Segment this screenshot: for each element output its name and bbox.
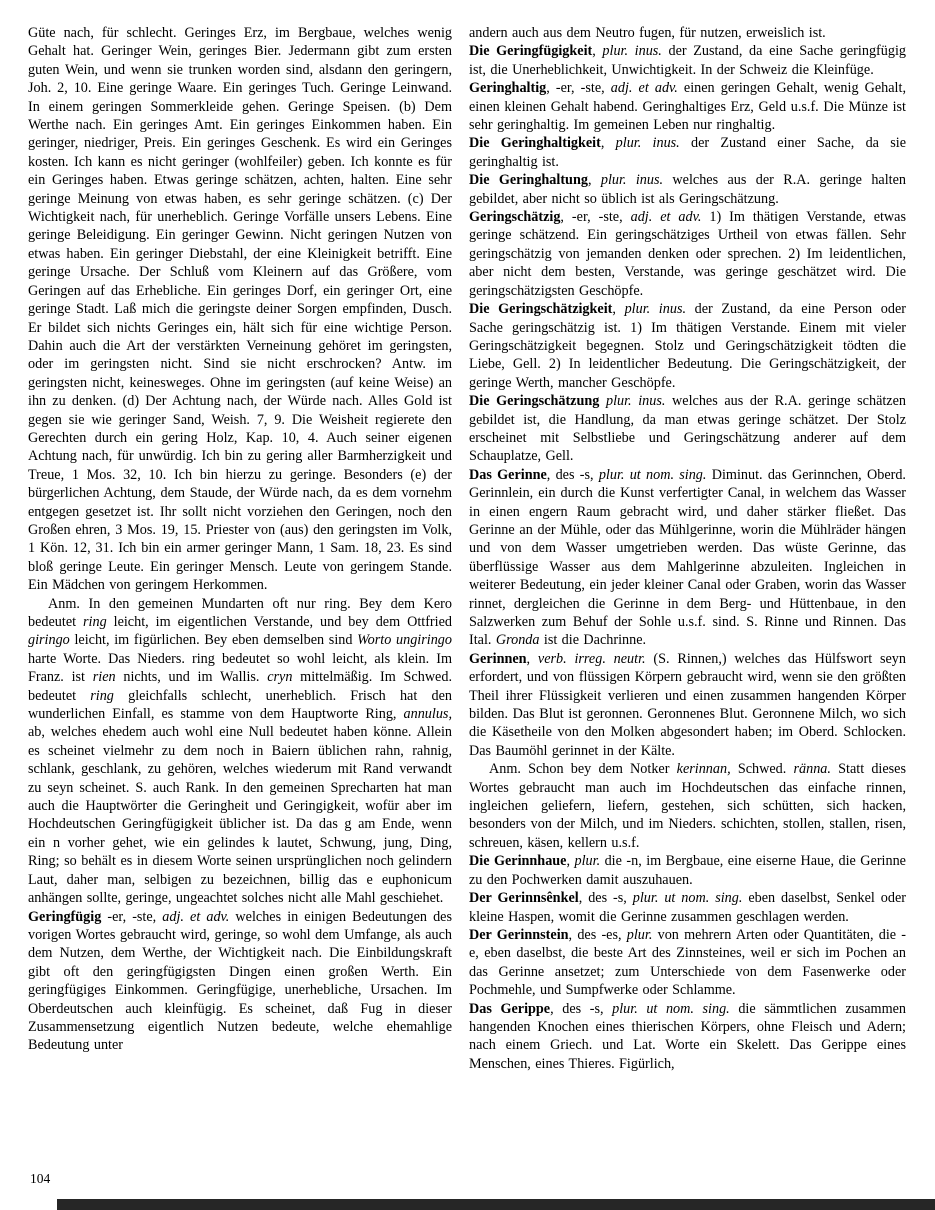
text-run: , (587, 172, 601, 189)
grammar-note: plur. ut nom. sing. (598, 466, 707, 483)
text-run: , -er, -ste, (560, 209, 631, 226)
text-run: die sämmtlichen zusammen hangenden Knochen eines thierischen Körpers, ohne Fleisch und Adern; nach einem Griech. und Lat. Worte ein Skelett. Das Gerippe eines Menschen, eines Thieres. Figürlich, (469, 1000, 906, 1072)
grammar-note: adj. et adv. (162, 908, 230, 925)
text-run: mittelmäßig. Im Schwed. bedeutet (28, 669, 452, 704)
headword: Die Geringhaltung (469, 172, 588, 189)
grammar-note: ring (83, 614, 107, 630)
entry-gerinne (469, 466, 906, 650)
text-run: eben daselbst, Senkel oder kleine Haspen, womit die Gerinne zusammen geschlagen werden. (469, 890, 906, 925)
text-run: , des -s, (578, 890, 633, 907)
remark-gerinnen (469, 760, 906, 852)
entry-geringfuegig-continuation (469, 24, 906, 42)
text-run: leicht, im figürlichen. Bey eben demselben sind (69, 632, 358, 649)
headword: Geringhaltig (469, 80, 547, 97)
text-run: Statt dieses Wortes gebraucht man auch im Hochdeutschen das einfache rinnen, ingleichen geliefern, liefern, gestehen, sich schütten, sich hacken, besonders von der Milch, und im Nieders. schichten, stollen, stallen, risen, schreuen, käsen, kellern u.s.f. (469, 761, 906, 851)
grammar-note: ring (90, 687, 114, 704)
grammar-note: ränna. (793, 761, 831, 778)
entry-geringschaetzig (469, 208, 906, 300)
text-run: von mehrern Arten oder Quantitäten, die -e, eben daselbst, die beste Art des Zinnsteines, weil er sich im Pochen an das Gerinne ansetzet; zum Unterschiede von dem Fasenwerke oder Pochmehle, und Sumpfwerke oder Schlamme. (469, 926, 907, 999)
scan-edge-artifact (57, 1199, 935, 1210)
entry-geringschaetzigkeit (469, 300, 906, 392)
entry-geringhaltung (469, 171, 906, 208)
text-run: , des -es, (568, 926, 627, 943)
headword: Die Geringschätzigkeit (469, 301, 613, 318)
headword: Das Gerinne (469, 466, 547, 483)
grammar-note: annulus, (403, 706, 452, 723)
entry-geringhaltig (469, 79, 906, 134)
headword: Der Gerinnstein (469, 926, 569, 943)
grammar-note: rien (92, 669, 116, 686)
text-run: die -n, im Bergbaue, eine eiserne Haue, die Gerinne zu den Pochwerken damit auszuhauen. (469, 853, 906, 888)
grammar-note: plur. inus. (605, 393, 666, 410)
entry-gerinnen (469, 650, 906, 760)
text-run: , (566, 853, 575, 870)
grammar-note: Gronda (495, 632, 540, 649)
remark-gering (28, 595, 452, 908)
right-column (469, 24, 906, 1073)
entry-geringschaetzung (469, 392, 906, 466)
headword: Die Geringschätzung (469, 393, 600, 410)
text-run: , -er, -ste, (546, 80, 611, 97)
page-number: 104 (30, 1171, 51, 1186)
headword: Gerinnen (469, 650, 527, 667)
headword: Die Geringfügigkeit (469, 43, 593, 60)
text-run: , des -s, (546, 466, 599, 483)
text-run: leicht, im eigentlichen Verstande, und bey dem Ottfried (106, 614, 452, 630)
grammar-note: cryn (267, 669, 293, 686)
text-run: der Zustand, da eine Sache geringfügig ist, die Unerheblichkeit, Unwichtigkeit. In der Schweiz die Kleinfüge. (469, 43, 906, 78)
text-run: , (612, 301, 625, 318)
grammar-note: adj. et adv. (610, 80, 678, 97)
text-run: der Zustand einer Sache, da sie geringhaltig ist. (469, 135, 906, 170)
headword: Die Gerinnhaue (469, 853, 567, 870)
headword: Der Gerinnsênkel (469, 890, 579, 907)
text-run: Diminut. das Gerinnchen, Oberd. Gerinnlein, ein durch die Kunst verfertigter Canal, in welchem das Wasser in einen engern Raum gebracht wird, und daher stärker fließet. Das Gerinne an der Mühle, oder das Mühlgerinne, worin die Mühlräder hängen und von dem Wasser umgetrieben werden. Das wüste Gerinne, das überflüssige Wasser aus dem Mahlgerinne abzuleiten. Ingleichen in weiterer Bedeutung, ein jeder kleiner Canal oder Graben, worin das Wasser rinnet, dergleichen die Gerinne in dem Berg- und Hüttenbaue, in den Salzwerken zum Behuf der Sohle u.s.f. sind. S. Rinne und Rinnen. Das Ital. (469, 466, 906, 649)
entry-gerinnsenkel (469, 889, 906, 926)
text-run: , (526, 650, 538, 667)
text-run: Anm. In den gemeinen Mundarten oft nur ring. Bey dem Kero bedeutet (28, 595, 452, 630)
text-run: , (600, 135, 616, 152)
grammar-note: plur. inus. (624, 301, 687, 318)
entry-geringfuegig (28, 908, 452, 1055)
entry-gering-continuation (28, 24, 452, 595)
text-run: nichts, und im Wallis. (115, 669, 268, 686)
text-run: welches aus der R.A. geringe schätzen gebildet ist, die Handlung, da man etwas geringe schätzet. Der Stolz erscheinet mit Selbstliebe und Geringschätzung anderer auf dem Schauplatze, Gell. (469, 393, 906, 465)
text-run: harte Worte. Das Nieders. ring bedeutet so wohl leicht, als klein. Im Franz. ist (28, 650, 452, 686)
headword: Das Gerippe (469, 1000, 551, 1017)
grammar-note: Worto ungiringo (357, 632, 452, 649)
grammar-note: plur. ut nom. sing. (612, 1000, 730, 1017)
entry-gerinnhaue (469, 852, 906, 889)
grammar-note: plur. inus. (600, 172, 664, 189)
grammar-note: plur. inus. (602, 43, 662, 60)
text-run: einen geringen Gehalt, wenig Gehalt, einen kleinen Gehalt habend. Geringhaltiges Erz, Geld u.s.f. Die Münze ist sehr geringhaltig. Im gemeinen Leben nur ringhaltig. (469, 80, 906, 134)
text-run: 1) Im thätigen Verstande, etwas geringe schätzend. Ein geringschätziges Urtheil von etwas fällen. Sehr geringschätzig von jemanden denken oder sprechen. 2) Im leidentlichen, aber nicht dem besten, Verstande, was geringe geschätzet wird. Die geringschätzigsten Geschöpfe. (469, 209, 906, 299)
text-run: Schwed. (730, 761, 794, 778)
text-run: ist die Dachrinne. (539, 632, 647, 649)
text-run: welches aus der R.A. geringe halten gebildet, aber nicht so üblich ist als Geringschätzung. (469, 172, 906, 207)
headword: Geringschätzig (469, 209, 561, 226)
grammar-note: verb. irreg. neutr. (537, 650, 646, 667)
grammar-note: plur. (626, 926, 653, 943)
text-run: -er, -ste, (101, 908, 163, 925)
entry-geringfuegigkeit (469, 42, 906, 79)
grammar-note: plur. inus. (615, 135, 680, 152)
grammar-note: plur. ut nom. sing. (632, 890, 743, 907)
text-run (599, 393, 606, 409)
headword: Die Geringhaltigkeit (469, 135, 601, 152)
grammar-note: giringo (28, 632, 70, 649)
text-run: Anm. Schon bey dem Notker (489, 761, 677, 778)
grammar-note: plur. (574, 853, 601, 870)
text-run: gleichfalls schlecht, unerheblich. Frisch hat den wunderlichen Einfall, es stamme von dem Hauptworte Ring, (28, 687, 452, 723)
entry-gerinnstein (469, 926, 906, 1000)
text-run: Güte nach, für schlecht. Geringes Erz, im Bergbaue, welches wenig Gehalt hat. Geringer Wein, geringes Bier. Jedermann gibt zum ersten guten Wein, und wenn sie trunken worden sind, alsdann den geringern, Joh. 2, 10. Eine geringe Waare. Ein geringes Tuch. Geringe Leinwand. In einem geringen Sommerkleide gehen. Geringe Speisen. (b) Dem Werthe nach. Ein geringes Amt. Ein geringes Einkommen haben. Ein geringer, niedriger, Preis. Ein geringes Geschenk. Es wird ein Geringes kosten. Ich kann es nicht geringer (wohlfeiler) geben. Ich konnte es für ein Geringes haben. Etwas geringe schätzen, achten, halten. Eine sehr geringe Meinung von etwas haben, es sehr geringe schätzen. (c) Der Wichtigkeit nach, für unerheblich. Geringe Vorfälle unsers Lebens. Eine geringe Beleidigung. Ein geringer Gewinn. Nicht geringen Nutzen von etwas haben. Ein geringer Diebstahl, der eine Kleinigkeit betrifft. Eine geringe Ursache. Der Schluß vom Kleinern auf das Größere, vom Geringen auf das Erhebliche. Ein geringes Dorf, ein geringer Ort, eine geringe Stadt. Laß mich die geringste deiner Sorgen empfinden, Dusch. Er bildet sich nichts Geringes ein, hält sich für eine wichtige Person. Dahin auch die Art der verstärkten Verneinung gehöret im geringsten, oder im geringsten nicht. Sind sie nicht erschrocken? Antw. im geringsten nicht, keinesweges. Ohne im geringsten (auf keine Weise) an ihn zu denken. (d) Der Achtung nach, der Würde nach. Alles Gold ist gegen sie wie geringer Sand, Weish. 7, 9. Die Weisheit regierete den Gerechten durch ein gering Holz, Kap. 10, 4. Auch seiner eigenen Achtung nach, für unwürdig. Ich bin zu gering aller Barmherzigkeit und Treue, 1 Mos. 32, 10. Ich bin hierzu zu geringe. Besonders (e) der bürgerlichen Achtung, dem Staude, der Würde nach, da es dem vornehm entgegen gesetzet ist. Ihr sollt nicht vorziehen den Geringen, noch den Großen ehren, 3 Mos. 19, 15. Priester von (aus) den geringsten im Volk, 1 Kön. 12, 31. Ich bin ein armer geringer Mann, 1 Sam. 18, 23. Es sind bloß geringe Leute. Ein geringer Mensch. Leute von geringem Stande. Ein Mädchen von geringem Herkommen. (28, 25, 452, 594)
entry-geringhaltigkeit (469, 134, 906, 171)
text-run: (S. Rinnen,) welches das Hülfswort seyn erfordert, und von flüssigen Körpern gebraucht wird, wenn sie den größten Theil ihrer Flüssigkeit verlieren und einen zusammen hangenden Körper bilden. Das Blut ist geronnen. Geronnenes Blut. Geronnene Milch, wo sich die Käsetheile von den Molken abgesondert haben; im Oberd. Schlocken. Das Baumöhl gerinnet in der Kälte. (469, 650, 906, 759)
grammar-note: adj. et adv. (630, 209, 702, 226)
text-run: , des -s, (550, 1000, 613, 1017)
left-column (28, 24, 452, 1055)
text-run: welches in einigen Bedeutungen des vorigen Wortes gebraucht wird, geringe, so wohl dem Umfange, als auch dem Nutzen, dem Werthe, der Wichtigkeit nach. Die Einbildungskraft gibt oft den geringfügigsten Dingen einen großen Werth. Ein geringfügiges Einkommen. Geringfügige, unerhebliche, Ursachen. Im Oberdeutschen auch kleinfügig. Es scheinet, daß Fug in dieser Zusammensetzung eigentlich Nutzen bedeute, welche ehemahlige Bedeutung unter (28, 908, 452, 1054)
text-run: der Zustand, da eine Person oder Sache geringschätzig ist. 1) Im thätigen Verstande. Einem mit vieler Geringschätzigkeit begegnen. Stolz und Geringschätzigkeit tödten die Liebe, Gell. 2) In leidentlicher Bedeutung. Die Geringschätzigkeit, der geringe Werth, mancher Geschöpfe. (469, 301, 906, 391)
headword: Geringfügig (28, 908, 102, 925)
text-run: ab, welches ehedem auch wohl eine Null bedeutet haben könne. Allein es scheinet vielmehr zu dem noch in Baiern üblichen rahn, rahnig, schlank, geschlank, zu gehören, welches wiederum mit Rand verwandt zu seyn scheinet. S. auch Rank. In den gemeinen Sprecharten hat man auch die Hauptwörter die Geringheit und Geringigkeit, wofür aber im Hochdeutschen Geringfügigkeit üblicher ist. Da das g am Ende, wenn ein n vorher gehet, wie ein gelindes k lautet, Schwung, jung, Ding, Ring; so behält es in diesem Worte seinen ursprünglichen noch gelindern Laut, daher man, selbigen zu bezeichnen, billig das e euphonicum anhängen sollte, geringe, ungeachtet solches nicht alle Mahl geschiehet. (28, 724, 452, 907)
entry-gerippe (469, 1000, 906, 1074)
text-run: andern auch aus dem Neutro fugen, für nutzen, erweislich ist. (469, 25, 826, 41)
text-run: , (592, 43, 603, 60)
grammar-note: kerinnan, (676, 761, 731, 778)
